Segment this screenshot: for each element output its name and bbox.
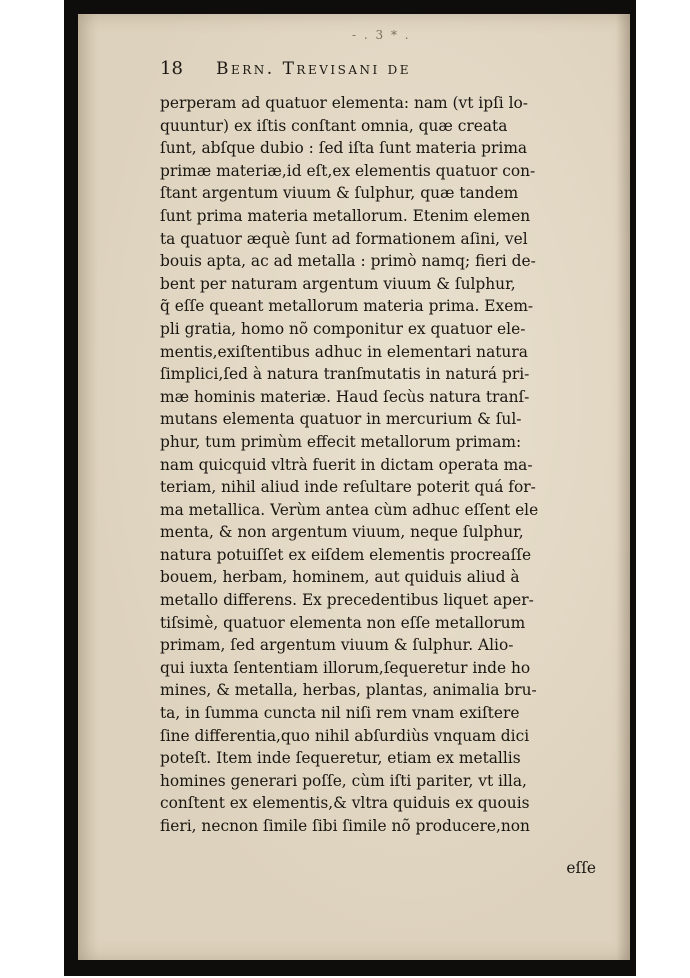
text-line: ſimplici,ſed à natura tranſmutatis in naturá pri- xyxy=(160,365,530,384)
text-line: ſine differentia,quo nihil abſurdiùs vnquam dici xyxy=(160,726,530,745)
text-line: ma metallica. Verùm antea cùm adhuc eſſent ele xyxy=(160,500,539,519)
text-line: natura potuiſſet ex eiſdem elementis procreaſſe xyxy=(160,545,532,564)
text-line: mines, & metalla, herbas, plantas, animalia bru- xyxy=(160,681,537,700)
text-line: tiſsimè, quatuor elementa non eſſe metallorum xyxy=(160,613,526,632)
page-ornament: - . 3 * . xyxy=(352,28,411,42)
text-line: menta, & non argentum viuum, neque ſulphur, xyxy=(160,523,524,542)
text-line: metallo differens. Ex precedentibus liquet aper- xyxy=(160,591,534,610)
text-line: poteſt. Item inde ſequeretur, etiam ex metallis xyxy=(160,749,521,768)
text-line: phur, tum primùm effecit metallorum primam: xyxy=(160,432,522,451)
text-line: quuntur) ex iſtis conſtant omnia, quæ creata xyxy=(160,116,508,135)
text-line: ſtant argentum viuum & ſulphur, quæ tandem xyxy=(160,184,519,203)
text-line: perperam ad quatuor elementa: nam (vt ipſi lo- xyxy=(160,94,528,112)
running-head xyxy=(160,58,600,79)
text-line: bouem, herbam, hominem, aut quiduis aliud à xyxy=(160,568,520,587)
text-line: fieri, necnon ſimile ſibi ſimile nõ producere,non xyxy=(160,817,530,835)
text-line: conſtent ex elementis,& vltra quiduis ex quouis xyxy=(160,794,530,813)
text-line: qui iuxta ſententiam illorum,ſequeretur inde ho xyxy=(160,658,531,677)
text-line: ſunt, abſque dubio : ſed iſta ſunt materia prima xyxy=(160,139,528,158)
catchword: eſſe xyxy=(566,859,596,877)
text-line: q̃ eſſe queant metallorum materia prima. Exem- xyxy=(160,297,534,316)
text-line: mentis,exiſtentibus adhuc in elementari natura xyxy=(160,342,528,361)
text-line: primam, ſed argentum viuum & ſulphur. Alio- xyxy=(160,636,514,655)
running-head-title: Bern. Trevisani de xyxy=(216,59,412,79)
text-line: primæ materiæ,id eſt,ex elementis quatuor con- xyxy=(160,161,536,180)
text-line: mutans elementa quatuor in mercurium & ſul- xyxy=(160,410,522,429)
text-line: homines generari poſſe, cùm iſti pariter, vt illa, xyxy=(160,771,527,790)
text-line: ta, in ſumma cuncta nil niſi rem vnam exiſtere xyxy=(160,704,520,723)
text-line: ta quatuor æquè ſunt ad formationem aſini, vel xyxy=(160,229,528,248)
text-line: bouis apta, ac ad metalla : primò namq; fieri de- xyxy=(160,252,536,271)
page-number: 18 xyxy=(160,58,183,79)
text-line: ſunt prima materia metallorum. Etenim elemen xyxy=(160,206,531,225)
text-line: pli gratia, homo nõ componitur ex quatuor ele- xyxy=(160,319,526,338)
text-line: teriam, nihil aliud inde reſultare poterit quá for- xyxy=(160,478,536,497)
text-line: mæ hominis materiæ. Haud ſecùs natura tranſ- xyxy=(160,387,530,406)
text-line: nam quicquid vltrà fuerit in dictam operata ma- xyxy=(160,455,533,474)
text-line: bent per naturam argentum viuum & ſulphur, xyxy=(160,274,516,293)
body-text xyxy=(160,92,600,838)
